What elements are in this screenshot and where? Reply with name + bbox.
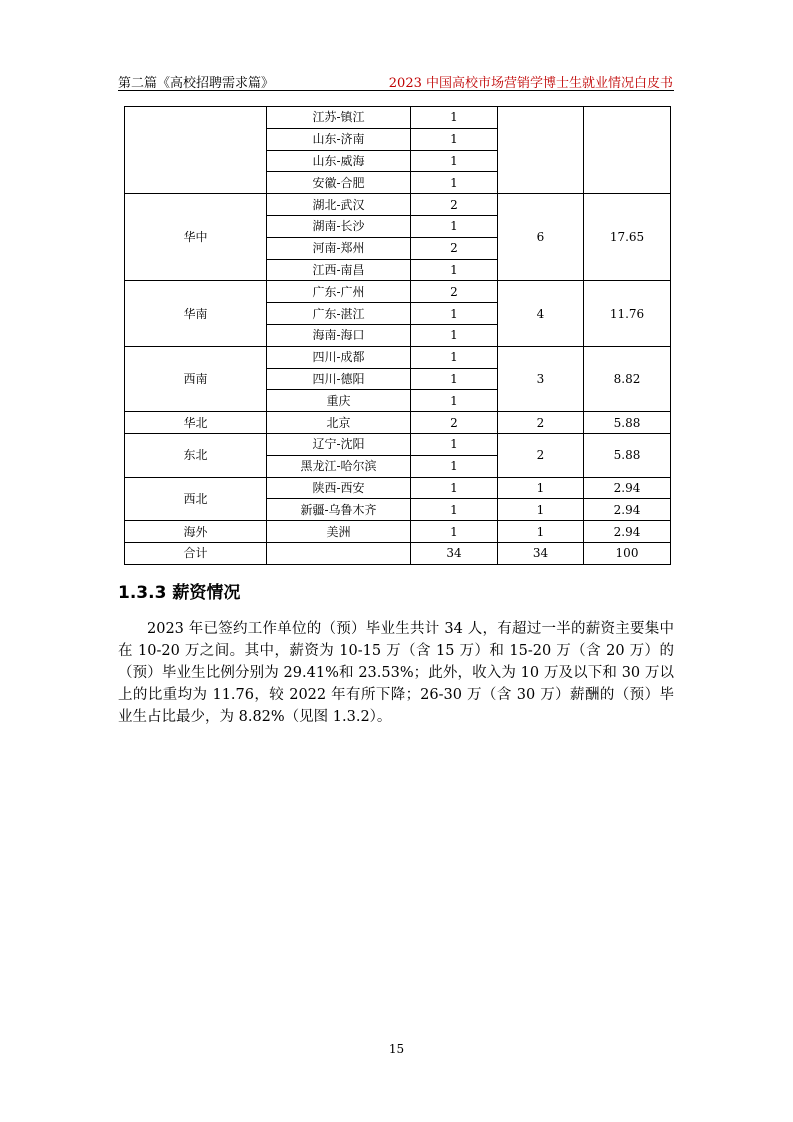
- city-count-cell: 1: [411, 368, 498, 390]
- table-row: [125, 346, 671, 368]
- header-divider: [118, 90, 674, 91]
- city-count-cell: 1: [411, 433, 498, 455]
- city-count-cell: 2: [411, 194, 498, 216]
- city-count-cell: 1: [411, 128, 498, 150]
- region-count-cell: [498, 107, 584, 194]
- city-cell: 重庆: [267, 390, 411, 412]
- city-count-cell: 1: [411, 455, 498, 477]
- region-percent-cell: 17.65: [584, 194, 671, 281]
- table-row: [125, 194, 671, 216]
- city-count-cell: 2: [411, 237, 498, 259]
- city-cell: 四川-德阳: [267, 368, 411, 390]
- city-cell: 湖南-长沙: [267, 215, 411, 237]
- total-label-cell: 合计: [125, 542, 267, 564]
- total-count-cell: 34: [498, 542, 584, 564]
- region-cell: 华中: [125, 194, 267, 281]
- city-cell: 安徽-合肥: [267, 172, 411, 194]
- total-num-cell: 34: [411, 542, 498, 564]
- region-percent-cell: 2.94: [584, 499, 671, 521]
- region-percent-cell: 8.82: [584, 346, 671, 411]
- city-cell: 黑龙江-哈尔滨: [267, 455, 411, 477]
- haiwai-percent-cell: 2.94: [584, 521, 671, 543]
- city-cell: 广东-广州: [267, 281, 411, 303]
- city-cell: 新疆-乌鲁木齐: [267, 499, 411, 521]
- city-cell: 山东-济南: [267, 128, 411, 150]
- page-number: 15: [388, 1042, 405, 1056]
- region-percent-cell: 5.88: [584, 433, 671, 477]
- table-row: [125, 412, 671, 434]
- city-cell: 广东-湛江: [267, 303, 411, 325]
- city-count-cell: 2: [411, 412, 498, 434]
- city-cell: 河南-郑州: [267, 237, 411, 259]
- city-count-cell: 1: [411, 477, 498, 499]
- region-percent-cell: 11.76: [584, 281, 671, 346]
- region-count-cell: 6: [498, 194, 584, 281]
- region-percent-cell: 5.88: [584, 412, 671, 434]
- region-percent-cell: [584, 107, 671, 194]
- total-city-cell: [267, 542, 411, 564]
- region-cell: 华北: [125, 412, 267, 434]
- region-count-cell: 4: [498, 281, 584, 346]
- city-count-cell: 1: [411, 499, 498, 521]
- city-cell: 山东-威海: [267, 150, 411, 172]
- region-cell: 西北: [125, 477, 267, 521]
- region-count-cell: 3: [498, 346, 584, 411]
- table-row: [125, 281, 671, 303]
- city-count-cell: 1: [411, 150, 498, 172]
- salary-paragraph: 2023 年已签约工作单位的（预）毕业生共计 34 人，有超过一半的薪资主要集中在 10-20 万之间。其中，薪资为 10-15 万（含 15 万）和 15-20 万（含 20 万）的（预）毕业生比例分别为 29.41%和 23.53%；此外，收入为 10 万及以下和 30 万以上的比重均为 11.76，较 2022 年有所下降；26-30 万（含 30 万）薪酬的（预）毕业生占比最少，为 8.82%（见图 1.3.2）。: [118, 621, 674, 725]
- city-cell: 辽宁-沈阳: [267, 433, 411, 455]
- region-cell: 华南: [125, 281, 267, 346]
- haiwai-city-cell: 美洲: [267, 521, 411, 543]
- table-row: [125, 433, 671, 455]
- city-count-cell: 1: [411, 259, 498, 281]
- city-count-cell: 1: [411, 390, 498, 412]
- header-doc-title: 2023 中国高校市场营销学博士生就业情况白皮书: [388, 76, 673, 91]
- city-cell: 四川-成都: [267, 346, 411, 368]
- total-row: [125, 542, 671, 564]
- city-cell: 湖北-武汉: [267, 194, 411, 216]
- haiwai-count-cell: 1: [498, 521, 584, 543]
- section-title: 1.3.3 薪资情况: [118, 583, 241, 603]
- city-cell: 北京: [267, 412, 411, 434]
- region-cell: 东北: [125, 433, 267, 477]
- city-count-cell: 1: [411, 346, 498, 368]
- total-percent-cell: 100: [584, 542, 671, 564]
- haiwai-num-cell: 1: [411, 521, 498, 543]
- city-count-cell: 1: [411, 107, 498, 129]
- table-row: [125, 477, 671, 499]
- region-count-cell: 2: [498, 412, 584, 434]
- haiwai-region-cell: 海外: [125, 521, 267, 543]
- city-cell: 陕西-西安: [267, 477, 411, 499]
- city-cell: 江苏-镇江: [267, 107, 411, 129]
- region-percent-cell: 2.94: [584, 477, 671, 499]
- region-count-cell: 2: [498, 433, 584, 477]
- table-row: [125, 521, 671, 543]
- city-count-cell: 1: [411, 303, 498, 325]
- region-count-cell: 1: [498, 499, 584, 521]
- city-cell: 江西-南昌: [267, 259, 411, 281]
- region-cell: 西南: [125, 346, 267, 411]
- region-count-cell: 1: [498, 477, 584, 499]
- city-count-cell: 1: [411, 324, 498, 346]
- header-chapter: 第二篇《高校招聘需求篇》: [118, 76, 275, 91]
- city-count-cell: 1: [411, 172, 498, 194]
- city-count-cell: 2: [411, 281, 498, 303]
- city-count-cell: 1: [411, 215, 498, 237]
- city-cell: 海南-海口: [267, 324, 411, 346]
- region-distribution-table: [124, 106, 671, 565]
- region-cell: [125, 107, 267, 194]
- table-row: [125, 107, 671, 129]
